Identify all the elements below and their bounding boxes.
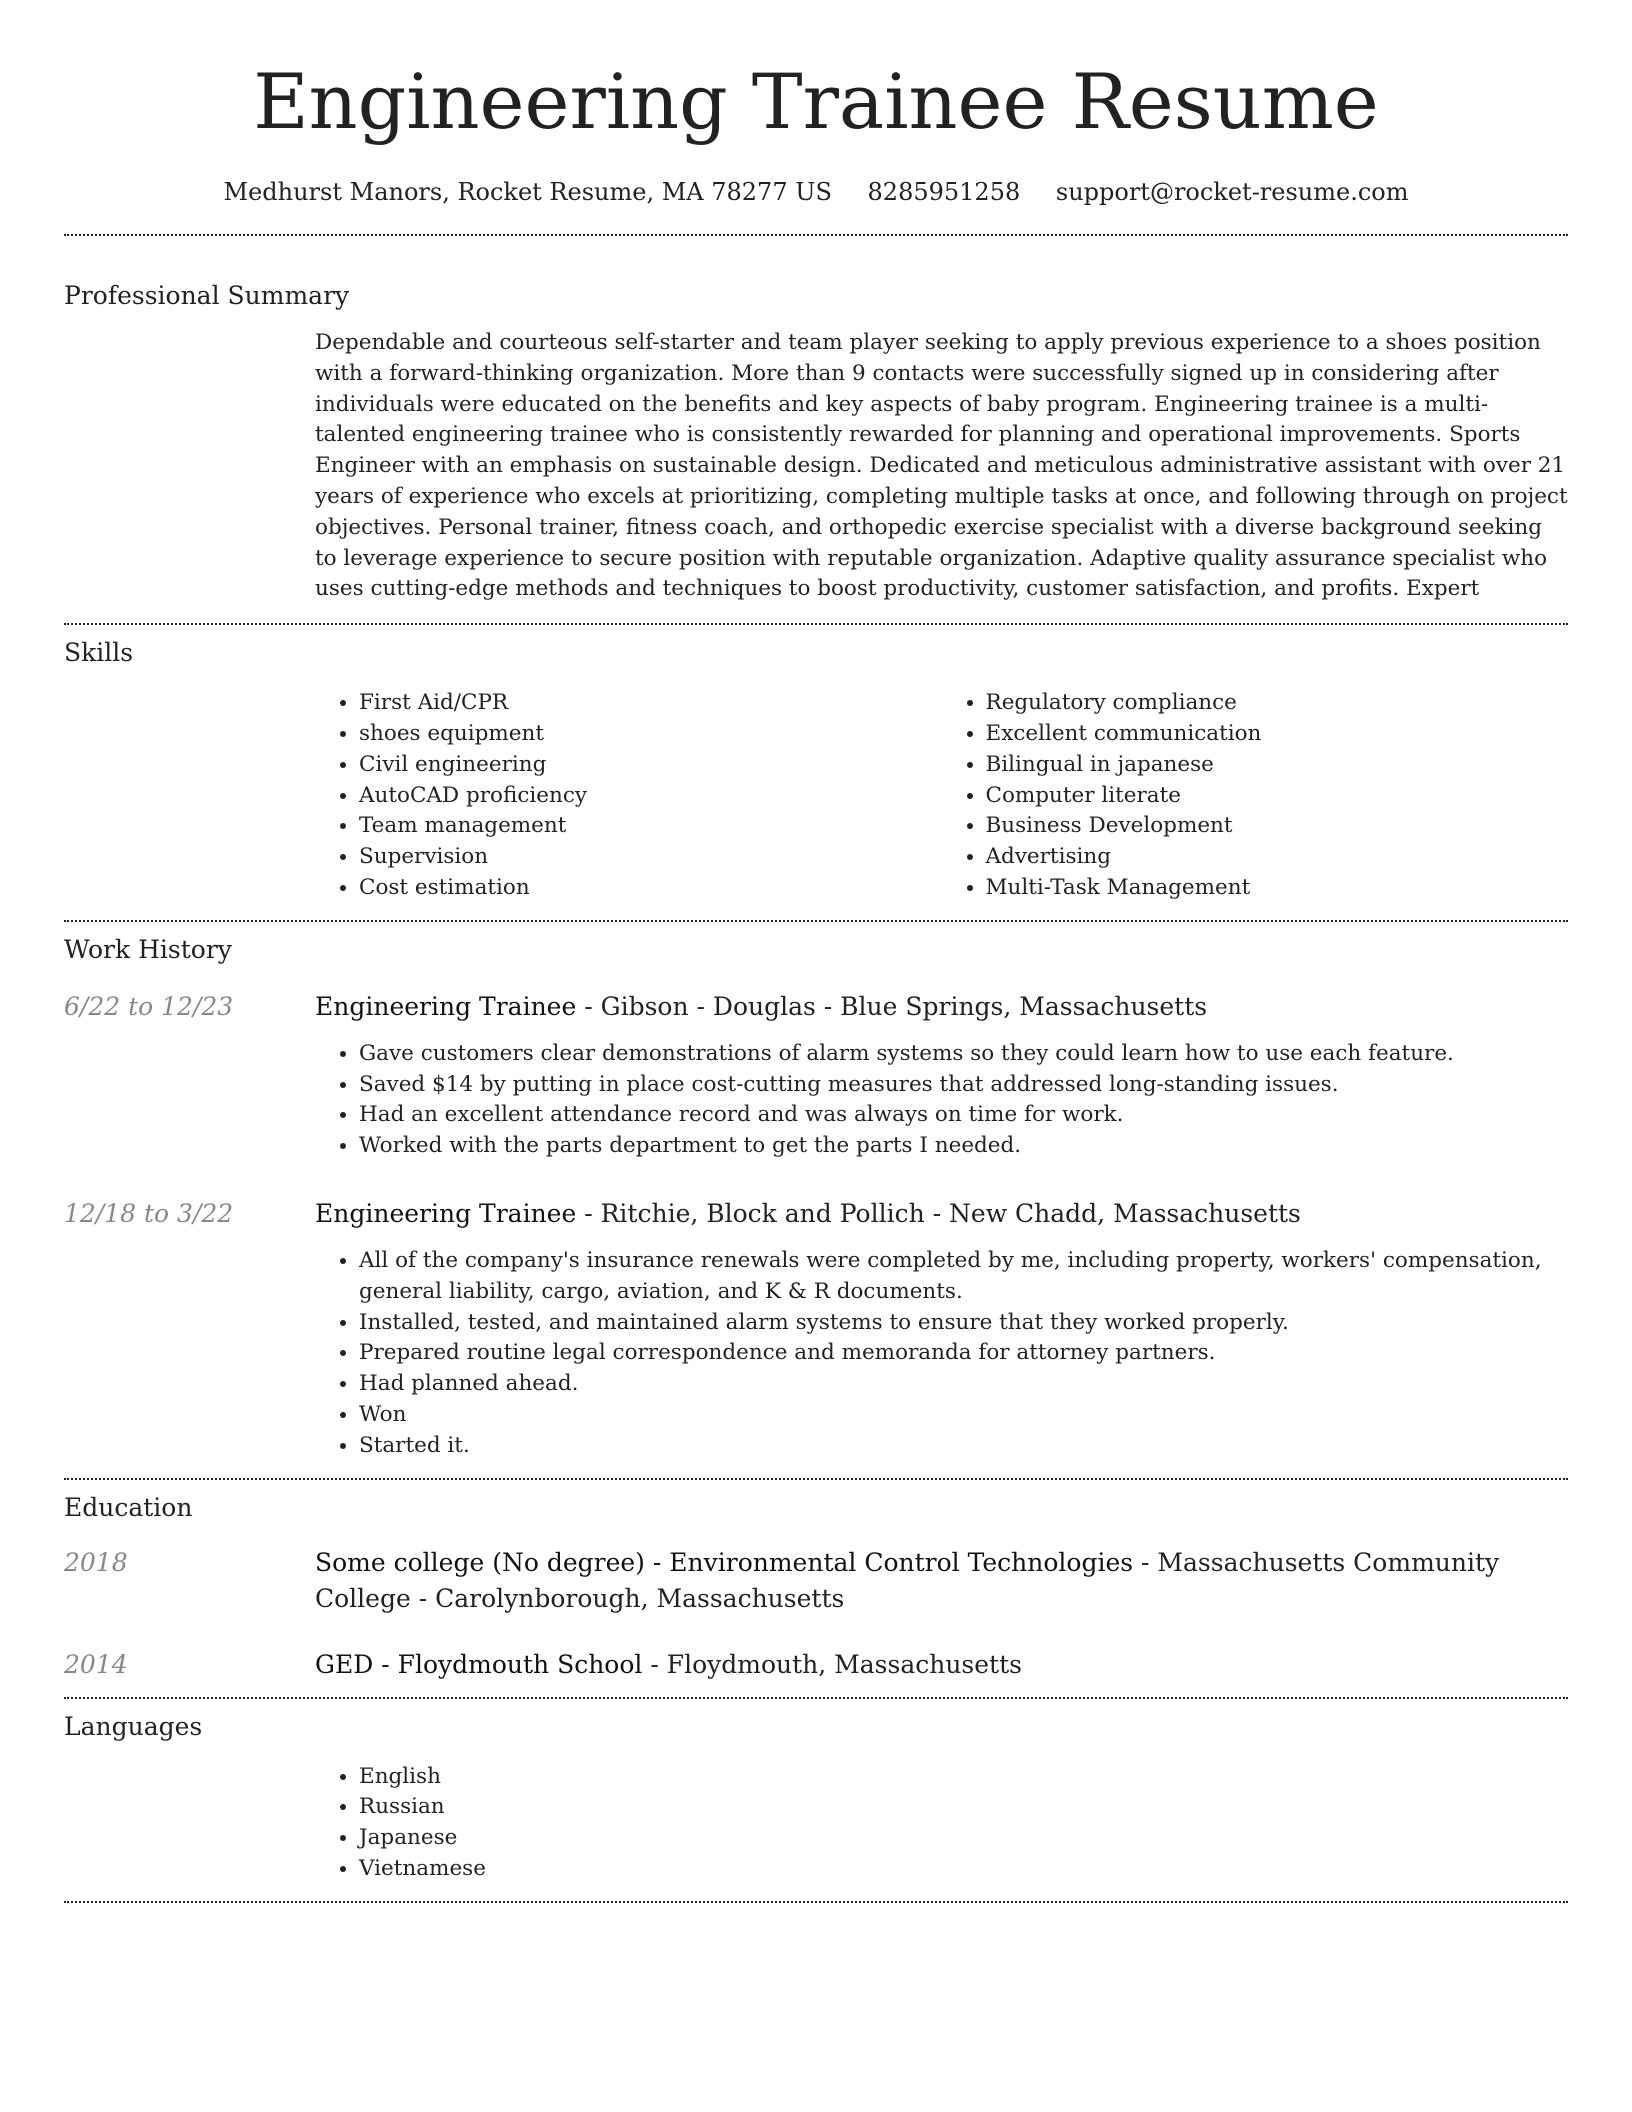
summary-section xyxy=(64,279,1568,605)
job-employer: - Ritchie, Block and Pollich - New Chadd, Massachusetts xyxy=(576,1198,1301,1228)
contact-line xyxy=(64,176,1568,208)
skill-item: • Supervision xyxy=(359,842,942,873)
job-entry xyxy=(64,989,1568,1162)
divider xyxy=(64,920,1568,922)
skills-section xyxy=(64,636,1568,904)
divider xyxy=(64,1478,1568,1480)
work-section xyxy=(64,933,1568,1462)
resume-title: Engineering Trainee Resume xyxy=(253,57,1379,146)
job-bullet: • Had an excellent attendance record and was always on time for work. xyxy=(359,1100,1568,1131)
language-item: • Russian xyxy=(359,1792,1568,1823)
skill-item: • Bilingual in japanese xyxy=(986,750,1569,781)
job-bullet: • Worked with the parts department to get the parts I needed. xyxy=(359,1131,1568,1162)
job-bullet: • Saved $14 by putting in place cost-cutting measures that addressed long-standing issues. xyxy=(359,1070,1568,1101)
skill-item: • Regulatory compliance xyxy=(986,688,1569,719)
job-employer: - Gibson - Douglas - Blue Springs, Massachusetts xyxy=(576,991,1208,1021)
skill-item: • Computer literate xyxy=(986,781,1569,812)
education-school: - Floydmouth, Massachusetts xyxy=(642,1649,1022,1679)
skill-item: • Cost estimation xyxy=(359,873,942,904)
skill-item: • Multi-Task Management xyxy=(986,873,1569,904)
divider xyxy=(64,1901,1568,1903)
skill-item: • shoes equipment xyxy=(359,719,942,750)
skills-heading: Skills xyxy=(64,638,134,668)
skill-item: • Team management xyxy=(359,811,942,842)
languages-section xyxy=(64,1710,1568,1885)
language-item: • English xyxy=(359,1762,1568,1793)
summary-text: Dependable and courteous self-starter and team player seeking to apply previous experience to a shoes position with a forward-thinking organization. More than 9 contacts were successfully signed up in considering after individuals were educated on the benefits and key aspects of baby program. Engineering trainee is a multi-talented engineering trainee who is consistently rewarded for planning and operational improvements. Sports Engineer with an emphasis on sustainable design. Dedicated and meticulous administrative assistant with over 21 years of experience who excels at prioritizing, completing multiple tasks at once, and following through on project objectives. Personal trainer, fitness coach, and orthopedic exercise specialist with a diverse background seeking to leverage experience to secure position with reputable organization. Adaptive quality assurance specialist who uses cutting-edge methods and techniques to boost productivity, customer satisfaction, and profits. Expert xyxy=(315,330,1568,602)
languages-heading: Languages xyxy=(64,1711,203,1741)
language-item: • Japanese xyxy=(359,1823,1568,1854)
job-bullet: • Had planned ahead. xyxy=(359,1369,1568,1400)
contact-address: Medhurst Manors, Rocket Resume, MA 78277 US xyxy=(223,178,832,206)
job-title: Engineering Trainee xyxy=(315,991,577,1021)
contact-email: support@rocket-resume.com xyxy=(1055,178,1409,206)
skill-item: • Civil engineering xyxy=(359,750,942,781)
job-bullet: • Prepared routine legal correspondence and memoranda for attorney partners. xyxy=(359,1338,1568,1369)
skills-list-right xyxy=(942,688,1569,904)
education-entry xyxy=(64,1647,1568,1683)
job-bullets xyxy=(315,1246,1568,1462)
job-bullet: • Installed, tested, and maintained alarm systems to ensure that they worked properly. xyxy=(359,1308,1568,1339)
skill-item: • Excellent communication xyxy=(986,719,1569,750)
resume-page xyxy=(64,0,1568,1903)
job-title: Engineering Trainee xyxy=(315,1198,577,1228)
job-dates: 12/18 to 3/22 xyxy=(64,1198,234,1228)
education-heading-line xyxy=(315,1545,1568,1617)
education-heading: Education xyxy=(64,1492,193,1522)
education-entry xyxy=(64,1545,1568,1617)
job-bullet: • Won xyxy=(359,1400,1568,1431)
divider xyxy=(64,234,1568,236)
work-heading: Work History xyxy=(64,934,232,964)
job-dates: 6/22 to 12/23 xyxy=(64,991,234,1021)
language-item: • Vietnamese xyxy=(359,1854,1568,1885)
languages-list xyxy=(315,1762,1568,1885)
contact-phone: 8285951258 xyxy=(867,178,1021,206)
education-degree: GED - Floydmouth School xyxy=(315,1649,643,1679)
job-bullet: • All of the company's insurance renewals were completed by me, including property, workers' compensation, general liability, cargo, aviation, and K & R documents. xyxy=(359,1246,1568,1308)
job-heading xyxy=(315,1196,1568,1232)
divider xyxy=(64,1697,1568,1699)
education-school: - Massachusetts Community College - Carolynborough, Massachusetts xyxy=(315,1547,1500,1613)
education-heading-line xyxy=(315,1647,1568,1683)
divider xyxy=(64,623,1568,625)
skill-item: • Advertising xyxy=(986,842,1569,873)
job-heading xyxy=(315,989,1568,1025)
skill-item: • First Aid/CPR xyxy=(359,688,942,719)
skills-list-left xyxy=(315,688,942,904)
job-bullets xyxy=(315,1039,1568,1162)
job-bullet: • Started it. xyxy=(359,1431,1568,1462)
skills-columns xyxy=(315,688,1568,904)
education-year: 2014 xyxy=(64,1649,128,1679)
job-bullet: • Gave customers clear demonstrations of alarm systems so they could learn how to use each feature. xyxy=(359,1039,1568,1070)
education-degree: Some college (No degree) - Environmental Control Technologies xyxy=(315,1547,1134,1577)
summary-heading: Professional Summary xyxy=(64,281,350,310)
skill-item: • Business Development xyxy=(986,811,1569,842)
education-year: 2018 xyxy=(64,1547,128,1577)
job-entry xyxy=(64,1196,1568,1462)
education-section xyxy=(64,1491,1568,1683)
skill-item: • AutoCAD proficiency xyxy=(359,781,942,812)
